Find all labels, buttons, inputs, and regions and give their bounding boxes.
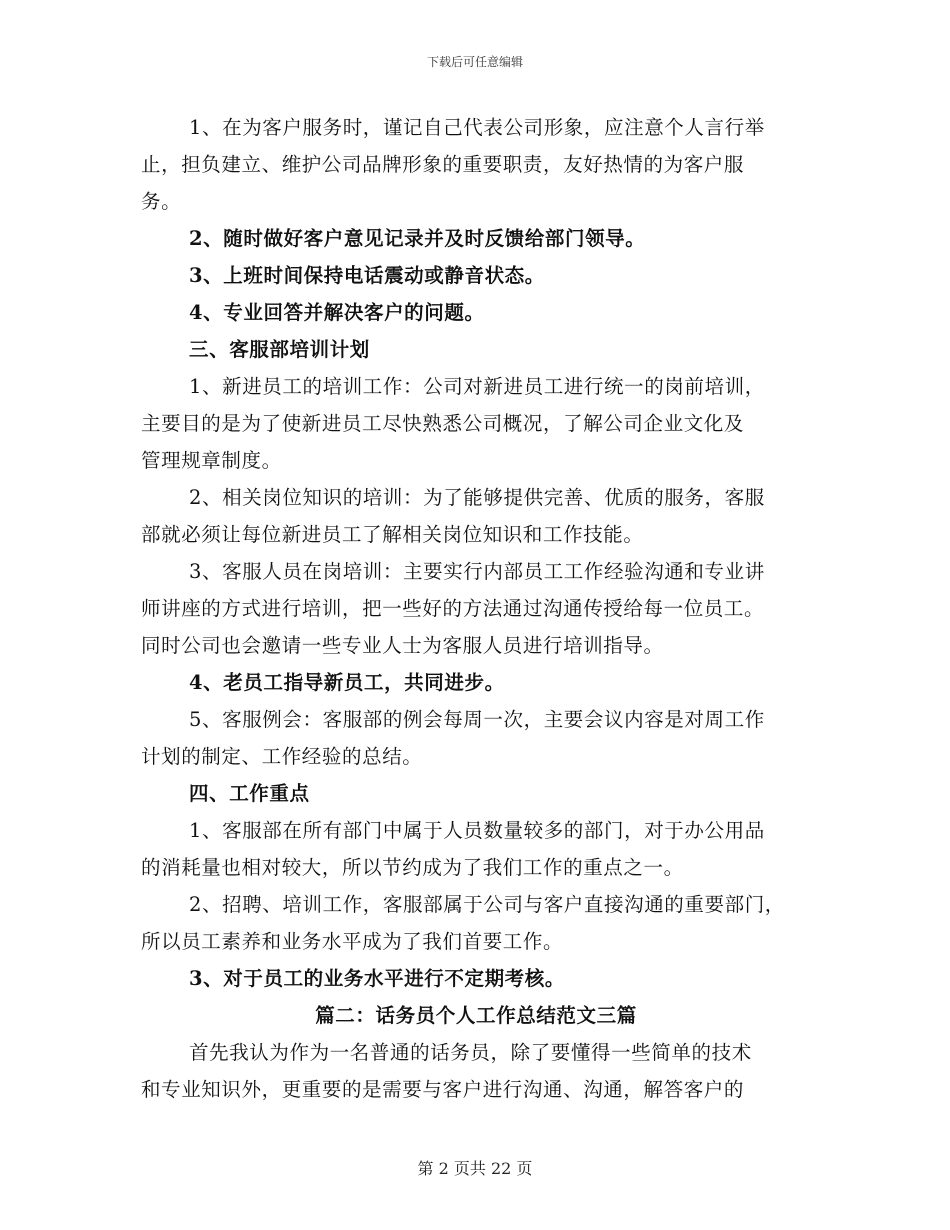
text-line: 部就必须让每位新进员工了解相关岗位知识和工作技能。 (141, 523, 644, 546)
text-line: 4、专业回答并解决客户的问题。 (189, 301, 485, 324)
section-title: 篇二：话务员个人工作总结范文三篇 (315, 1004, 637, 1027)
text-line: 师讲座的方式进行培训，把一些好的方法通过沟通传授给每一位员工。 (141, 597, 765, 620)
text-line: 务。 (141, 190, 182, 213)
text-line: 和专业知识外，更重要的是需要与客户进行沟通、沟通，解答客户的 (141, 1078, 745, 1101)
text-line: 5、客服例会：客服部的例会每周一次，主要会议内容是对周工作 (189, 708, 765, 731)
page-footer: 第 2 页共 22 页 (417, 1159, 533, 1178)
text-line: 2、招聘、培训工作，客服部属于公司与客户直接沟通的重要部门， (189, 893, 785, 916)
text-line: 管理规章制度。 (141, 449, 282, 472)
text-line: 四、工作重点 (189, 782, 310, 805)
text-line: 1、新进员工的培训工作：公司对新进员工进行统一的岗前培训， (189, 375, 765, 398)
page-header: 下载后可任意编辑 (426, 55, 523, 69)
text-line: 同时公司也会邀请一些专业人士为客服人员进行培训指导。 (141, 634, 664, 657)
text-line: 主要目的是为了使新进员工尽快熟悉公司概况，了解公司企业文化及 (141, 412, 745, 435)
text-line: 所以员工素养和业务水平成为了我们首要工作。 (141, 930, 564, 953)
text-line: 3、对于员工的业务水平进行不定期考核。 (189, 967, 565, 990)
text-line: 1、客服部在所有部门中属于人员数量较多的部门，对于办公用品 (189, 819, 765, 842)
document-body (141, 109, 811, 1108)
text-line: 2、相关岗位知识的培训：为了能够提供完善、优质的服务，客服 (189, 486, 765, 509)
text-line: 1、在为客户服务时，谨记自己代表公司形象，应注意个人言行举 (189, 116, 765, 139)
text-line: 计划的制定、工作经验的总结。 (141, 745, 423, 768)
text-line: 3、客服人员在岗培训：主要实行内部员工工作经验沟通和专业讲 (189, 560, 765, 583)
text-line: 三、客服部培训计划 (189, 338, 370, 361)
text-line: 2、随时做好客户意见记录并及时反馈给部门领导。 (189, 227, 646, 250)
text-line: 的消耗量也相对较大，所以节约成为了我们工作的重点之一。 (141, 856, 684, 879)
text-line: 4、老员工指导新员工，共同进步。 (189, 671, 505, 694)
text-line: 止，担负建立、维护公司品牌形象的重要职责，友好热情的为客户服 (141, 153, 745, 176)
text-line: 3、上班时间保持电话震动或静音状态。 (189, 264, 545, 287)
text-line: 首先我认为作为一名普通的话务员，除了要懂得一些简单的技术 (189, 1041, 752, 1064)
